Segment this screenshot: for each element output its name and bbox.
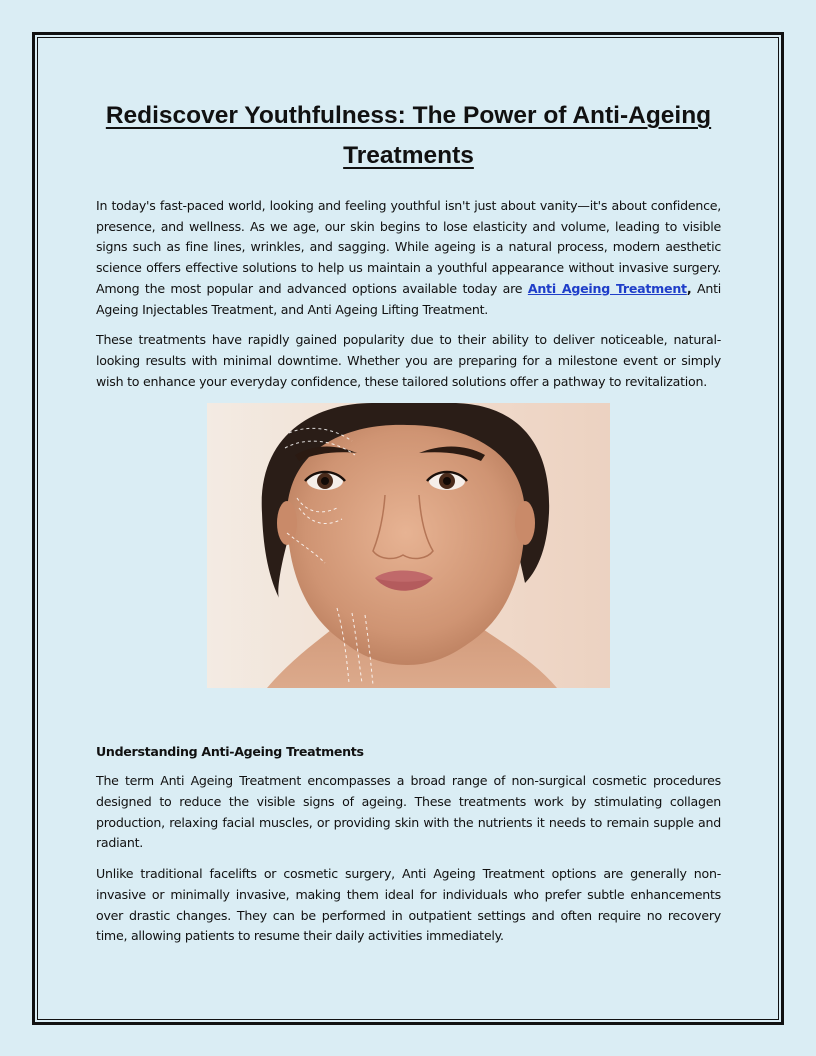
intro-text-end: Anti Ageing Injectables Treatment, and Anti Ageing Lifting Treatment. <box>96 280 722 317</box>
intro-text: In today's fast-paced world, looking and feeling youthful isn't just about vanity—it's about confidence, presence, and wellness. As we age, our skin begins to lose elasticity and volume, leading to visible signs such as fine lines, wrinkles, and sagging. While ageing is a natural process, modern aesthetic science offers effective solutions to help us maintain a youthful appearance without invasive surgery. Among the most popular and advanced options available today are <box>96 198 721 296</box>
anti-ageing-treatment-link[interactable]: Anti Ageing Treatment <box>527 280 687 296</box>
woman-face-treatment-image <box>207 403 610 688</box>
page-title: Rediscover Youthfulness: The Power of Anti-Ageing Treatments <box>105 102 712 169</box>
intro-comma: , <box>686 280 692 296</box>
intro-paragraph <box>96 196 721 320</box>
paragraph-comparison: Unlike traditional facelifts or cosmetic surgery, Anti Ageing Treatment options are generally non-invasive or minimally invasive, making them ideal for individuals who prefer subtle enhancements over drastic changes. They can be performed in outpatient settings and often require no recovery time, allowing patients to resume their daily activities immediately. <box>96 866 721 944</box>
section-heading: Understanding Anti-Ageing Treatments <box>96 744 364 760</box>
paragraph-definition: The term Anti Ageing Treatment encompasses a broad range of non-surgical cosmetic procedures designed to reduce the visible signs of ageing. These treatments work by stimulating collagen production, relaxing facial muscles, or providing skin with the nutrients it needs to remain supple and radiant. <box>96 773 721 851</box>
document-body <box>96 96 721 947</box>
paragraph-popularity: These treatments have rapidly gained popularity due to their ability to deliver noticeable, natural-looking results with minimal downtime. Whether you are preparing for a milestone event or simply wish to enhance your everyday confidence, these tailored solutions offer a pathway to revitalization. <box>96 332 721 389</box>
